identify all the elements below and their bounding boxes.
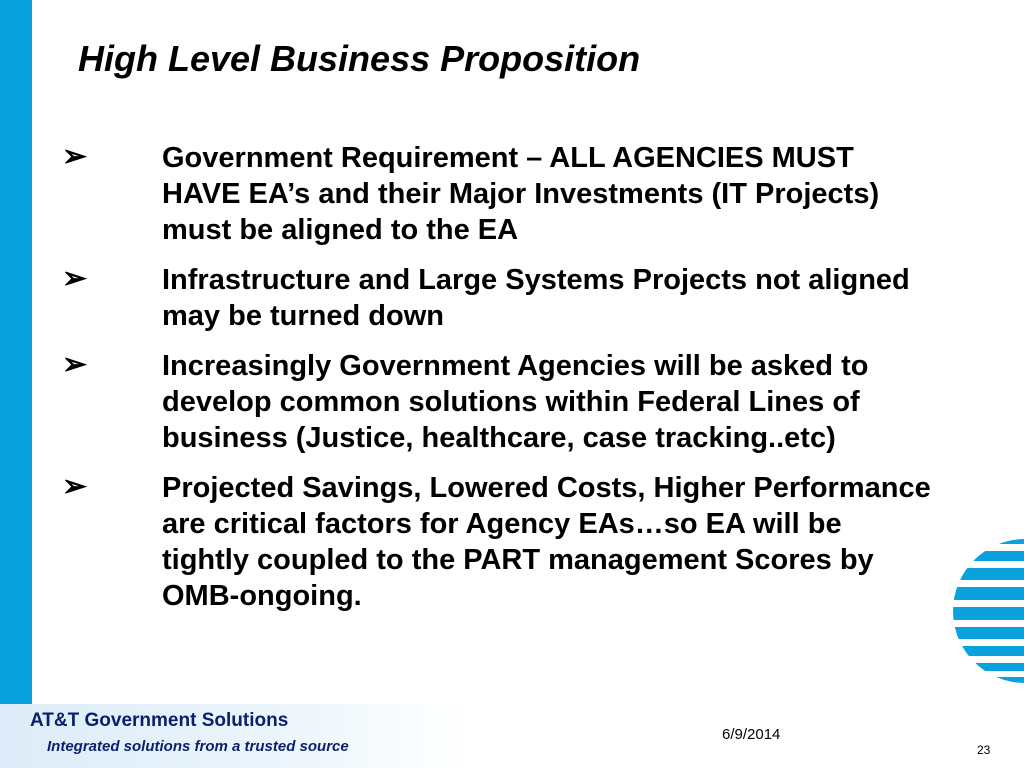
bullet-text: Increasingly Government Agencies will be asked to develop common solutions within Federal Lines of business (Justice, healthcare, case tracking..etc) bbox=[162, 350, 869, 454]
bullet-item bbox=[62, 348, 942, 456]
page-number: 23 bbox=[977, 743, 991, 757]
left-accent-bar bbox=[0, 0, 32, 768]
slide-title: High Level Business Proposition bbox=[78, 38, 641, 79]
arrowhead-bullet-icon: ➢ bbox=[62, 140, 88, 173]
bullet-item bbox=[62, 262, 942, 334]
bullet-list bbox=[62, 140, 942, 628]
arrowhead-bullet-icon: ➢ bbox=[62, 470, 88, 503]
bullet-text: Infrastructure and Large Systems Projects not aligned may be turned down bbox=[162, 264, 910, 332]
footer-tagline: Integrated solutions from a trusted source bbox=[47, 738, 349, 755]
bullet-item bbox=[62, 470, 942, 614]
footer-date: 6/9/2014 bbox=[722, 726, 781, 743]
arrowhead-bullet-icon: ➢ bbox=[62, 348, 88, 381]
footer-company-name: AT&T Government Solutions bbox=[30, 710, 289, 731]
bullet-text: Government Requirement – ALL AGENCIES MUST HAVE EA’s and their Major Investments (IT Projects) must be aligned to the EA bbox=[162, 142, 880, 246]
att-globe-icon bbox=[950, 536, 1024, 686]
bullet-text: Projected Savings, Lowered Costs, Higher Performance are critical factors for Agency EAs…so EA will be tightly coupled to the PART management Scores by OMB-ongoing. bbox=[162, 472, 931, 612]
arrowhead-bullet-icon: ➢ bbox=[62, 262, 88, 295]
bullet-item bbox=[62, 140, 942, 248]
